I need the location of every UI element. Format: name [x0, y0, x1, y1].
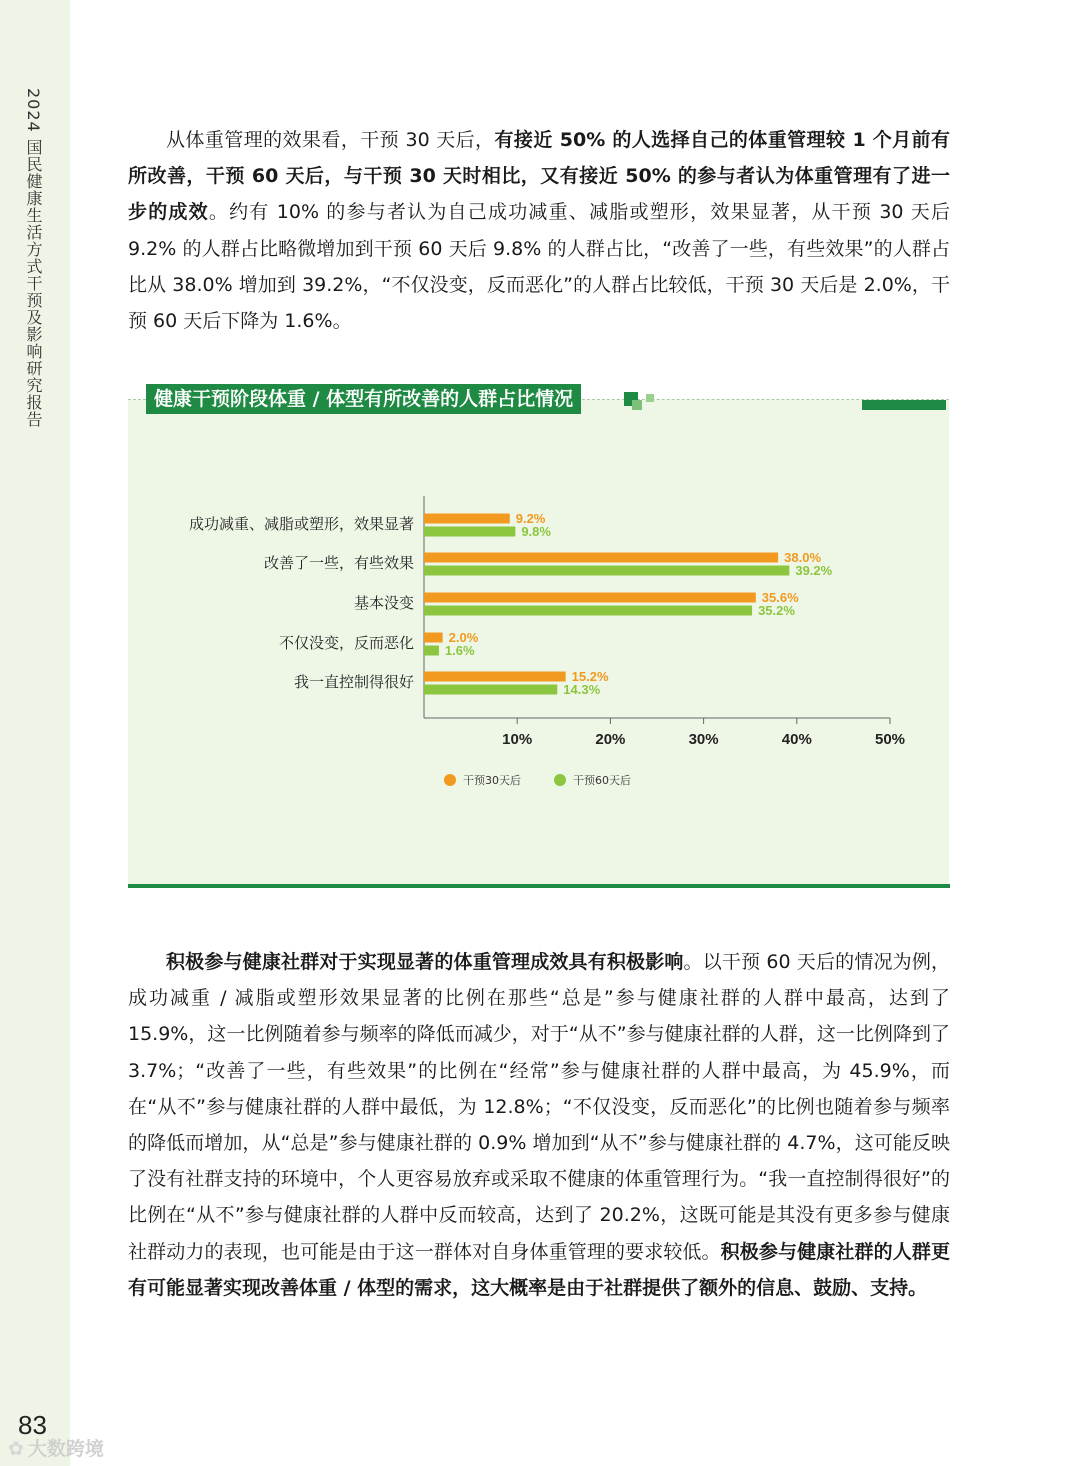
chart-title: 健康干预阶段体重 / 体型有所改善的人群占比情况 — [146, 384, 581, 414]
x-tick-label: 30% — [688, 731, 719, 748]
data-label: 2.0% — [448, 630, 479, 645]
bar-day60 — [424, 646, 439, 656]
watermark-text: 大数跨境 — [27, 1438, 104, 1460]
sidebar — [0, 0, 70, 1466]
x-tick-label: 50% — [874, 731, 906, 748]
legend-marker — [444, 774, 456, 786]
paragraph-2 — [128, 944, 950, 1306]
bar-chart — [128, 400, 949, 886]
paragraph-2-bold-1: 积极参与健康社群对于实现显著的体重管理成效具有积极影响 — [166, 951, 684, 973]
running-title: 2024 国民健康生活方式干预及影响研究报告 — [24, 88, 43, 428]
bar-day30 — [424, 593, 756, 603]
category-label: 不仅没变，反而恶化 — [278, 634, 414, 652]
data-label: 15.2% — [571, 669, 609, 684]
paragraph-1-bold-1: 有接近 50% 的人选择自己的体重管理较 1 个月前有所改善，干预 60 天后，与干预 30 天时相比，又有接近 50% 的参与者认为体重管理有了进一步的成效 — [128, 129, 950, 224]
category-label: 改善了一些，有些效果 — [263, 554, 414, 572]
bar-day60 — [424, 606, 752, 616]
paragraph-1 — [128, 122, 950, 339]
page-number: 83 — [18, 1410, 47, 1440]
legend-label: 干预60天后 — [573, 774, 631, 787]
paragraph-2-text-1: 。以干预 60 天后的情况为例，成功减重 / 减脂或塑形效果显著的比例在那些“总是”参与健康社群的人群中最高，达到了 15.9%，这一比例随着参与频率的降低而减少，对于“从不”参与健康社群的人群，这一比例降到了 3.7%；“改善了一些，有些效果”的比例在“经常”参与健康社群的人群中最高，为 45.9%，而在“从不”参与健康社群的人群中最低，为 12.8%；“不仅没变，反而恶化”的比例也随着参与频率的降低而增加，从“总是”参与健康社群的 0.9% 增加到“从不”参与健康社群的 4.7%，这可能反映了没有社群支持的环境中，个人更容易放弃或采取不健康的体重管理行为。“我一直控制得很好”的比例在“从不”参与健康社群的人群中反而较高，达到了 20.2%，这既可能是其没有更多参与健康社群动力的表现，也可能是由于这一群体对自身体重管理的要求较低。 — [128, 951, 950, 1263]
data-label: 1.6% — [444, 643, 475, 658]
data-label: 35.6% — [761, 590, 799, 605]
x-tick-label: 10% — [502, 731, 533, 748]
bar-day30 — [424, 633, 443, 643]
x-tick-label: 20% — [595, 731, 626, 748]
data-label: 38.0% — [784, 550, 822, 565]
bar-day60 — [424, 566, 789, 576]
bar-day30 — [424, 514, 510, 524]
bar-day60 — [424, 685, 557, 695]
x-tick-label: 40% — [781, 731, 812, 748]
data-label: 9.2% — [515, 511, 546, 526]
category-label: 成功减重、减脂或塑形，效果显著 — [188, 515, 414, 533]
legend-marker — [554, 774, 566, 786]
data-label: 14.3% — [563, 682, 601, 697]
paragraph-2-bold-2: 积极参与健康社群的人群更有可能显著实现改善体重 / 体型的需求，这大概率是由于社群提供了额外的信息、鼓励、支持。 — [128, 1240, 950, 1299]
watermark — [8, 1434, 104, 1461]
paragraph-1-text-2: 。约有 10% 的参与者认为自己成功减重、减脂或塑形，效果显著，从干预 30 天后 9.2% 的人群占比略微增加到干预 60 天后 9.8% 的人群占比，“改善了一些，有些效果”的人群占比从 38.0% 增加到 39.2%，“不仅没变，反而恶化”的人群占比较低，干预 30 天后是 2.0%，干预 60 天后下降为 1.6%。 — [128, 201, 950, 333]
data-label: 35.2% — [758, 603, 795, 618]
bar-day30 — [424, 553, 778, 563]
bar-day60 — [424, 527, 515, 537]
watermark-logo-icon: ✿ — [8, 1438, 24, 1460]
bar-day30 — [424, 672, 566, 682]
data-label: 9.8% — [521, 524, 551, 539]
paragraph-1-text-1: 从体重管理的效果看，干预 30 天后， — [166, 129, 495, 151]
legend-label: 干预30天后 — [463, 774, 521, 787]
data-label: 39.2% — [795, 563, 833, 578]
category-label: 我一直控制得很好 — [293, 673, 414, 691]
category-label: 基本没变 — [353, 594, 414, 612]
